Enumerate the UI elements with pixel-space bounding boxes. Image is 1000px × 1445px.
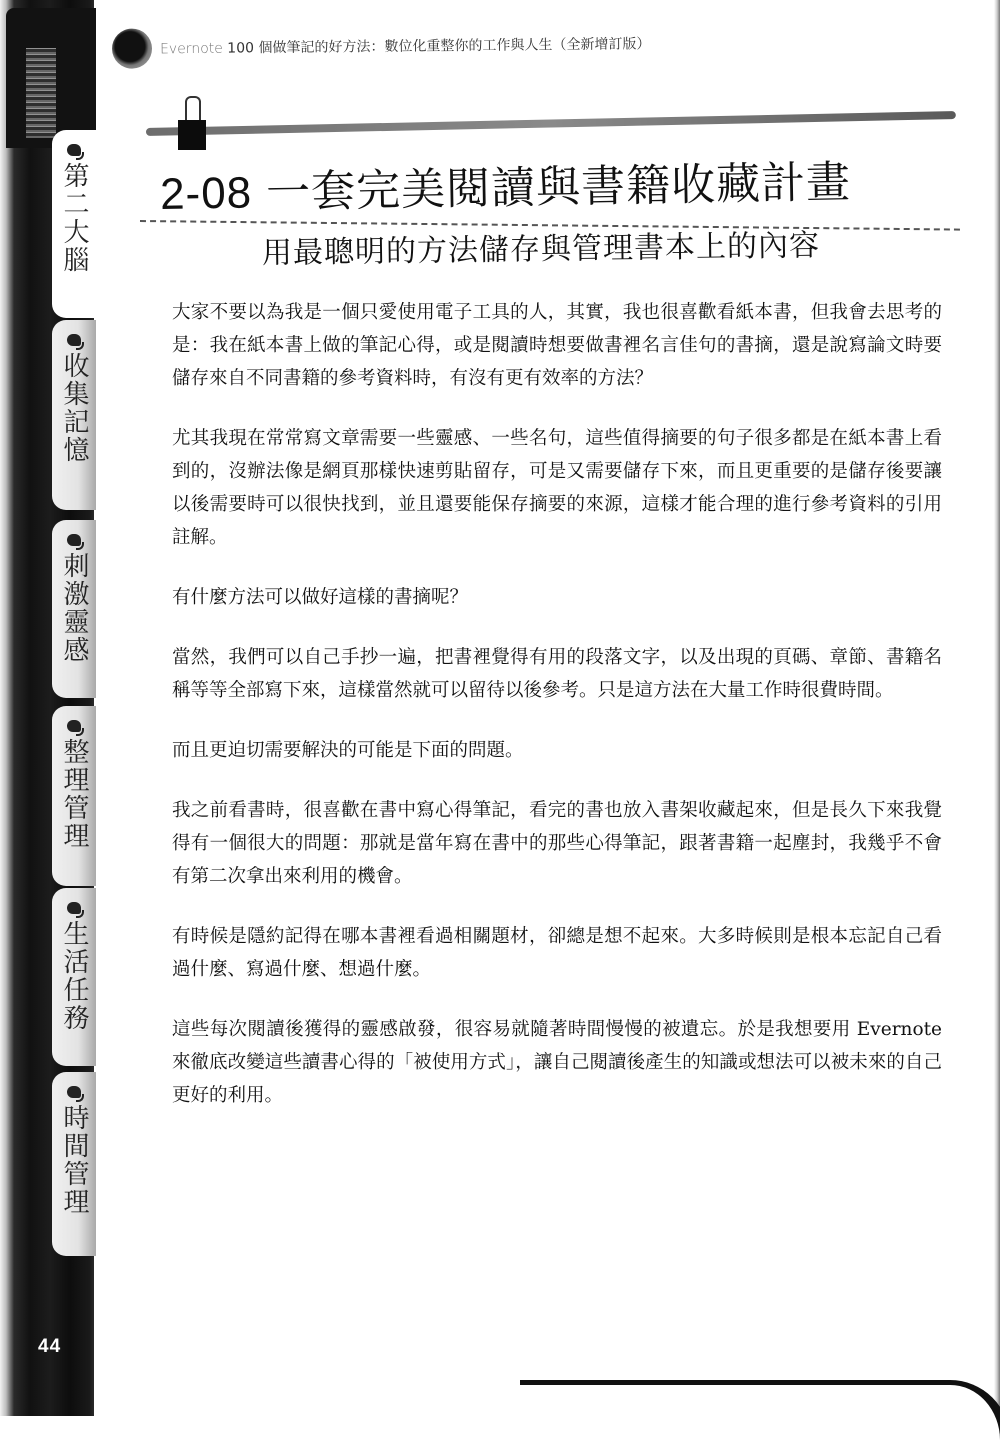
side-tab-inspiration[interactable] bbox=[52, 520, 96, 698]
book-title-text: 100 個做筆記的好方法：數位化重整你的工作與人生（全新增訂版） bbox=[227, 36, 651, 57]
side-tab-organize[interactable] bbox=[52, 706, 96, 886]
side-tab-label: 收集記憶 bbox=[59, 352, 89, 464]
paragraph: 這些每次閱讀後獲得的靈感啟發，很容易就隨著時間慢慢的被遺忘。於是我想要用 Evernote 來徹底改變這些讀書心得的「被使用方式」，讓自己閱讀後產生的知識或想法可以被未來的自己更好的利用。 bbox=[172, 1019, 942, 1106]
page-right-edge bbox=[994, 0, 1000, 1416]
side-tab-time-management[interactable] bbox=[52, 1072, 96, 1256]
evernote-elephant-icon bbox=[67, 720, 81, 732]
evernote-elephant-icon bbox=[67, 534, 81, 546]
running-header bbox=[112, 23, 651, 69]
evernote-elephant-icon bbox=[67, 902, 81, 914]
evernote-logo-icon bbox=[112, 28, 152, 68]
chapter-title-text: 一套完美閱讀與書籍收藏計畫 bbox=[265, 156, 852, 219]
book-brand: Evernote bbox=[159, 40, 223, 58]
binder-clip-icon bbox=[178, 96, 206, 152]
chapter-subtitle: 用最聰明的方法儲存與管理書本上的內容 bbox=[261, 228, 821, 271]
evernote-elephant-icon bbox=[67, 334, 81, 346]
paragraph: 我之前看書時，很喜歡在書中寫心得筆記，看完的書也放入書架收藏起來，但是長久下來我覺得有一個很大的問題：那就是當年寫在書中的那些心得筆記，跟著書籍一起塵封，我幾乎不會有第二次拿出來利用的機會。 bbox=[172, 800, 942, 887]
chapter-number: 2-08 bbox=[159, 168, 253, 219]
title-bar-decoration bbox=[146, 111, 956, 136]
side-tab-label: 生活任務 bbox=[59, 920, 89, 1032]
binding-texture bbox=[26, 48, 56, 138]
side-tab-label: 刺激靈感 bbox=[59, 552, 89, 664]
chapter-title bbox=[159, 146, 851, 222]
paragraph: 大家不要以為我是一個只愛使用電子工具的人，其實，我也很喜歡看紙本書，但我會去思考的是：我在紙本書上做的筆記心得，或是閱讀時想要做書裡名言佳句的書摘，還是說寫論文時要儲存來自不同書籍的參考資料時，有沒有更有效率的方法？ bbox=[172, 302, 942, 389]
binder-clip-body bbox=[178, 120, 206, 150]
paragraph: 而且更迫切需要解決的可能是下面的問題。 bbox=[172, 740, 524, 761]
book-title bbox=[160, 33, 651, 58]
side-tab-second-brain[interactable] bbox=[52, 130, 96, 318]
side-tab-life-tasks[interactable] bbox=[52, 888, 96, 1066]
body-text bbox=[172, 296, 942, 1139]
side-tab-collect-memory[interactable] bbox=[52, 320, 96, 510]
paragraph: 有時候是隱約記得在哪本書裡看過相關題材，卻總是想不起來。大多時候則是根本忘記自己看過什麼、寫過什麼、想過什麼。 bbox=[172, 926, 942, 980]
side-tab-label: 整理管理 bbox=[59, 738, 89, 850]
side-tab-label: 第二大腦 bbox=[59, 162, 89, 274]
page-bottom-curl bbox=[520, 1380, 1000, 1445]
evernote-elephant-icon bbox=[67, 1086, 81, 1098]
paragraph: 有什麼方法可以做好這樣的書摘呢？ bbox=[172, 587, 469, 608]
evernote-elephant-icon bbox=[67, 144, 81, 156]
paragraph: 當然，我們可以自己手抄一遍，把書裡覺得有用的段落文字，以及出現的頁碼、章節、書籍名稱等等全部寫下來，這樣當然就可以留待以後參考。只是這方法在大量工作時很費時間。 bbox=[172, 647, 942, 701]
binding-top-block bbox=[6, 8, 96, 148]
side-tab-label: 時間管理 bbox=[59, 1104, 89, 1216]
paragraph: 尤其我現在常常寫文章需要一些靈感、一些名句，這些值得摘要的句子很多都是在紙本書上看到的，沒辦法像是網頁那樣快速剪貼留存，可是又需要儲存下來，而且更重要的是儲存後要讓以後需要時可以很快找到，並且還要能保存摘要的來源，這樣才能合理的進行參考資料的引用註解。 bbox=[172, 428, 942, 548]
page-number: 44 bbox=[38, 1336, 62, 1357]
